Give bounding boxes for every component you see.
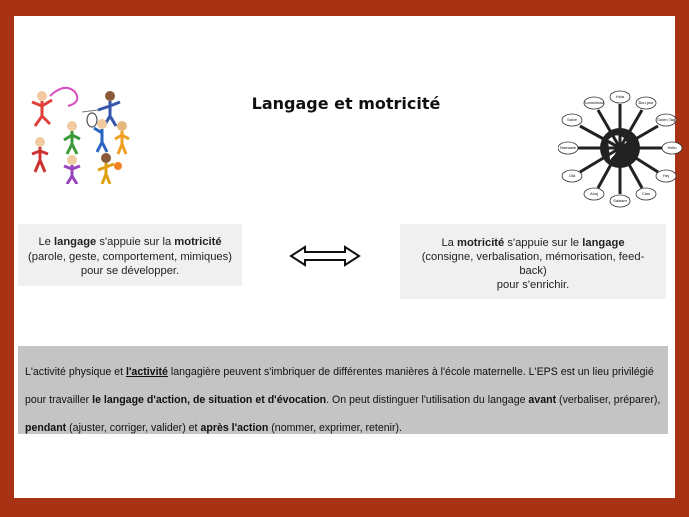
globe-word: Guten Tag <box>656 117 676 122</box>
motricite-box-line3: back) <box>519 265 547 277</box>
langage-box-line3: pour se développer. <box>80 265 180 277</box>
langage-box <box>18 224 242 286</box>
globe-word: Salve <box>566 117 578 122</box>
globe-word: Olá <box>568 173 576 178</box>
globe-greetings-illustration <box>558 88 686 208</box>
double-arrow-icon <box>289 245 361 267</box>
motricite-box <box>400 224 666 299</box>
motricite-box-line4: pour s'enrichir. <box>496 279 570 291</box>
langage-box-line1: Le langage s'appuie sur la motricité <box>38 236 222 248</box>
globe-word: Hello <box>667 145 677 150</box>
slide <box>14 16 675 498</box>
summary-box: L'activité physique et l'activité langagière peuvent s'imbriquer de différentes manières à l'école maternelle. L'EPS est un lieu privilégié pour travailler le langage d'action, de situation et d'évocation. On peut distinguer l'utilisation du langage avant (verbaliser, préparer), pendant (ajuster, corriger, valider) et après l'action (nommer, exprimer, retenir). <box>18 346 668 434</box>
globe-word: Bon-jour <box>638 100 654 105</box>
langage-box-line2: (parole, geste, comportement, mimiques) <box>28 250 232 263</box>
globe-word: Hola <box>615 94 625 99</box>
globe-word: Ahoj <box>589 191 599 196</box>
sports-kids-illustration <box>20 82 140 184</box>
motricite-box-line1: La motricité s'appuie sur le langage <box>441 237 625 249</box>
globe-word: Ciao <box>641 191 651 196</box>
slide-title: Langage et motricité <box>251 94 441 113</box>
globe-word: Salaam <box>613 198 627 203</box>
globe-word: Konnichiwa <box>583 100 605 105</box>
globe-word: Namaste <box>559 145 577 150</box>
motricite-box-line2: (consigne, verbalisation, mémorisation, feed- <box>421 251 645 263</box>
globe-word: Hej <box>662 173 670 178</box>
